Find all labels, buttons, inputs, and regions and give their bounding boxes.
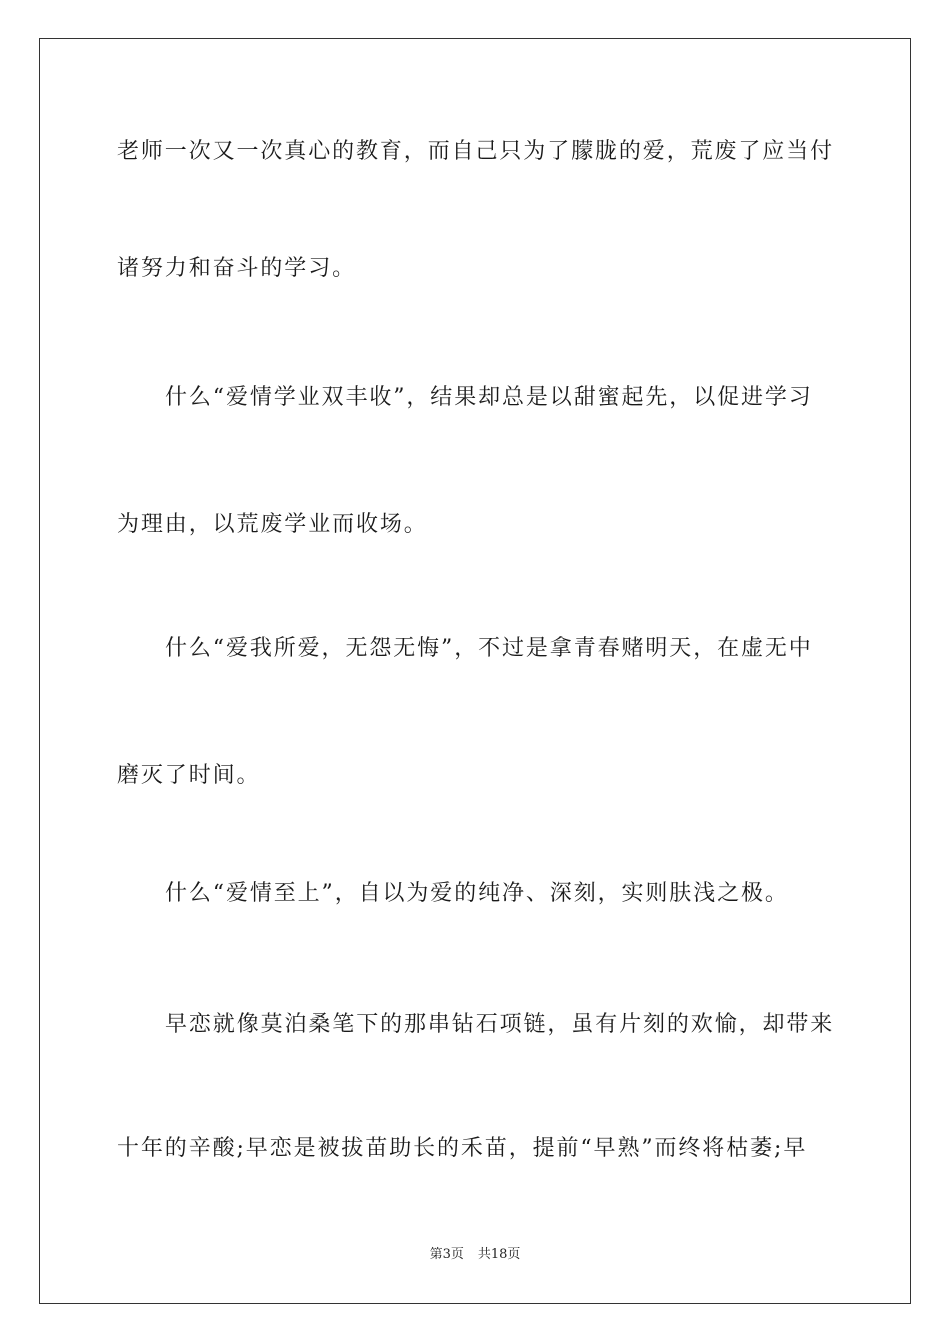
body-text-line: 诸努力和奋斗的学习。	[117, 256, 357, 281]
total-pages: 共18页	[477, 1247, 521, 1262]
body-text-line: 什么“爱我所爱，无怨无悔”，不过是拿青春赌明天，在虚无中	[165, 636, 813, 661]
body-text-line: 什么“爱情至上”，自以为爱的纯净、深刻，实则肤浅之极。	[165, 881, 789, 906]
body-text-line: 什么“爱情学业双丰收”，结果却总是以甜蜜起先，以促进学习	[165, 385, 813, 410]
body-text-line: 磨灭了时间。	[117, 763, 261, 788]
page-border	[39, 38, 911, 1304]
page-number: 第3页	[429, 1247, 464, 1262]
body-text-line: 老师一次又一次真心的教育，而自己只为了朦胧的爱，荒废了应当付	[117, 139, 835, 164]
body-text-line: 十年的辛酸;早恋是被拔苗助长的禾苗，提前“早熟”而终将枯萎;早	[117, 1136, 808, 1161]
body-text-line: 早恋就像莫泊桑笔下的那串钻石项链，虽有片刻的欢愉，却带来	[165, 1012, 835, 1037]
page-footer	[0, 1246, 950, 1264]
body-text-line: 为理由，以荒废学业而收场。	[117, 512, 428, 537]
